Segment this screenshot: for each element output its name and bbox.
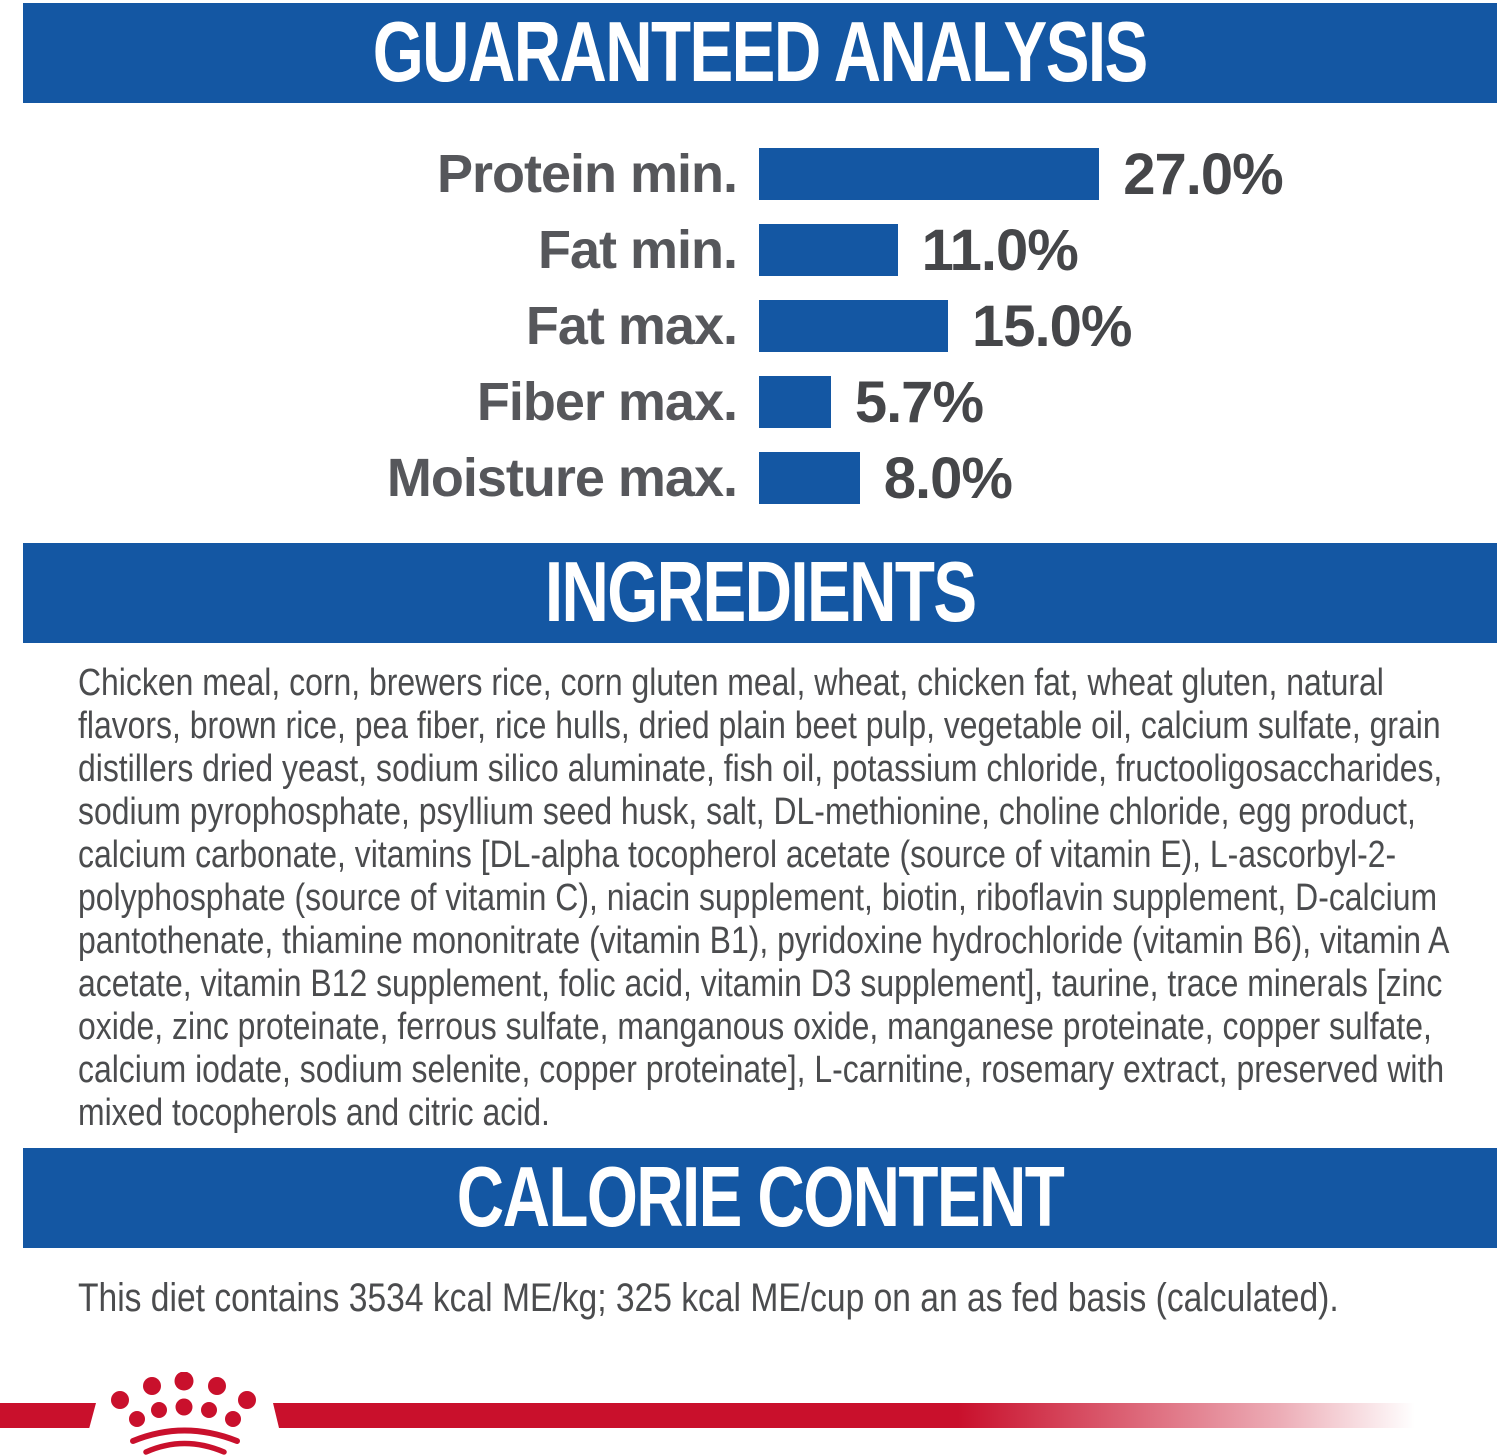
guaranteed-analysis-header (23, 3, 1497, 103)
chart-category-label: Fat max. (525, 296, 737, 356)
guaranteed-analysis-chart (0, 141, 1500, 528)
calorie-content-header (23, 1148, 1497, 1248)
chart-row (0, 369, 1500, 435)
chart-bar (759, 452, 860, 504)
calorie-content-text: This diet contains 3534 kcal ME/kg; 325 kcal ME/cup on an as fed basis (calculated). (78, 1276, 1339, 1320)
chart-row (0, 217, 1500, 283)
chart-value-label: 11.0% (921, 217, 1078, 283)
chart-category-label: Fiber max. (476, 372, 737, 432)
chart-row (0, 141, 1500, 207)
chart-value-label: 15.0% (972, 293, 1132, 359)
chart-value-label: 8.0% (883, 445, 1012, 511)
chart-row (0, 293, 1500, 359)
calorie-content-title: CALORIE CONTENT (456, 1150, 1064, 1245)
chart-bar (759, 376, 831, 428)
guaranteed-analysis-title: GUARANTEED ANALYSIS (373, 5, 1147, 100)
chart-category-label: Fat min. (537, 220, 737, 280)
chart-bar (759, 148, 1099, 200)
chart-bar (759, 224, 898, 276)
brand-ribbon-left (0, 1403, 96, 1428)
chart-category-label: Protein min. (436, 144, 737, 204)
chart-value-label: 27.0% (1123, 141, 1283, 207)
chart-bar (759, 300, 948, 352)
chart-value-label: 5.7% (854, 369, 984, 435)
chart-row (0, 445, 1500, 511)
ingredients-text: Chicken meal, corn, brewers rice, corn gluten meal, wheat, chicken fat, wheat gluten, natural flavors, brown rice, pea fiber, rice hulls, dried plain beet pulp, vegetable oil, calcium sulfate, grain distillers dried yeast, sodium silico aluminate, fish oil, potassium chloride, fructooligosaccharides, sodium pyrophosphate, psyllium seed husk, salt, DL-methionine, choline chloride, egg product, calcium carbonate, vitamins [DL-alpha tocopherol acetate (source of vitamin E), L-ascorbyl-2-polyphosphate (source of vitamin C), niacin supplement, biotin, riboflavin supplement, D-calcium pantothenate, thiamine mononitrate (vitamin B1), pyridoxine hydrochloride (vitamin B6), vitamin A acetate, vitamin B12 supplement, folic acid, vitamin D3 supplement], taurine, trace minerals [zinc oxide, zinc proteinate, ferrous sulfate, manganous oxide, manganese proteinate, copper sulfate, calcium iodate, sodium selenite, copper proteinate], L-carnitine, rosemary extract, preserved with mixed tocopherols and citric acid. (78, 662, 1448, 1134)
ingredients-title: INGREDIENTS (544, 545, 976, 640)
chart-category-label: Moisture max. (386, 448, 737, 508)
royal-canin-crown-icon (95, 1372, 280, 1455)
ingredients-header (23, 543, 1497, 643)
brand-ribbon-right (273, 1403, 1415, 1428)
